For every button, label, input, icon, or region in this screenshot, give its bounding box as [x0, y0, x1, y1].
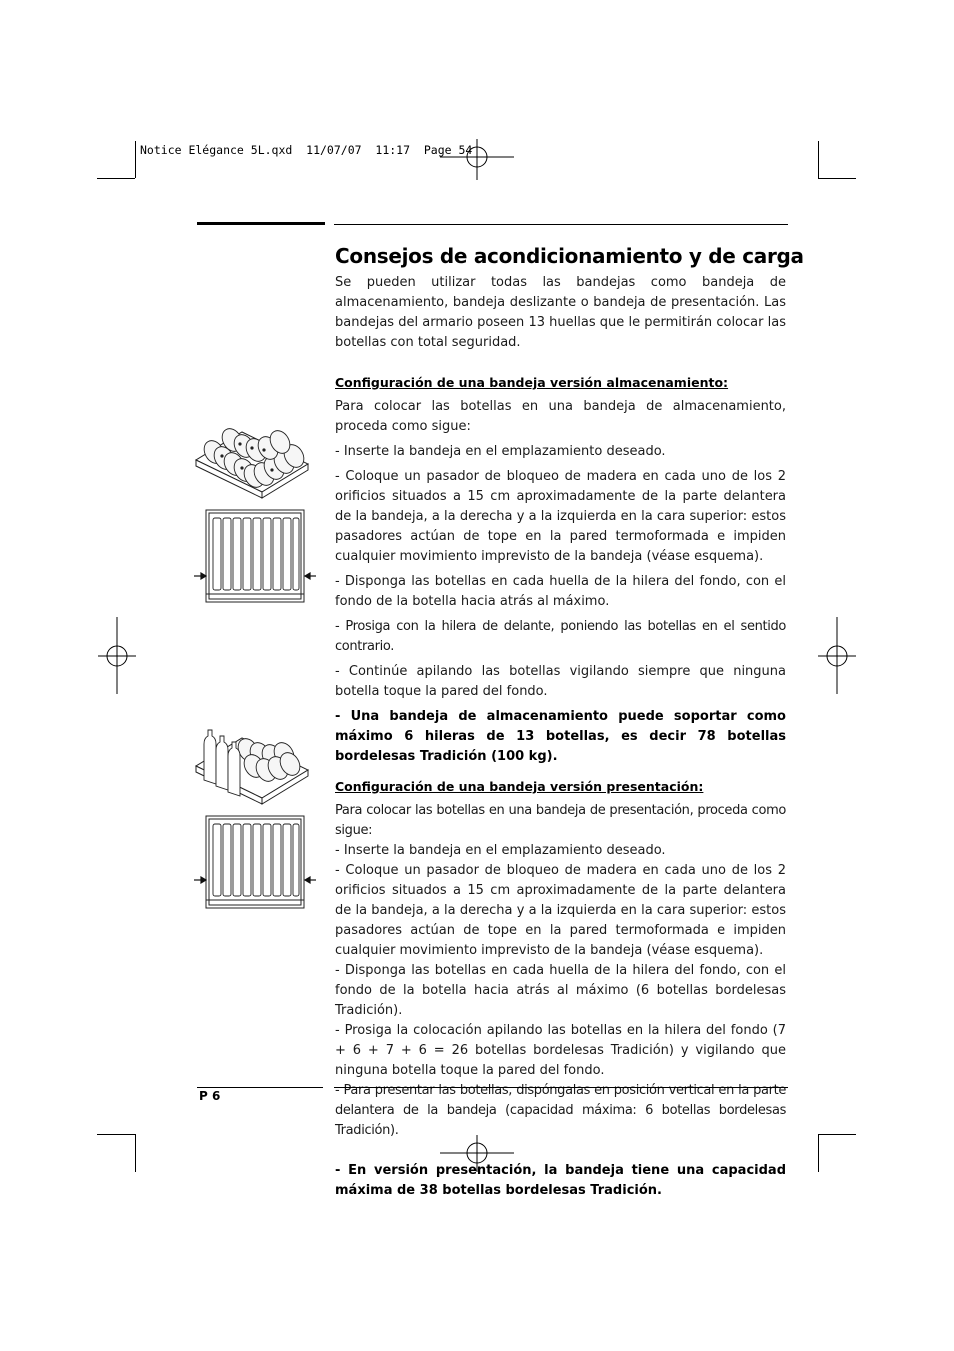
- presentation-tray-perspective-illustration: [192, 720, 312, 800]
- crop-mark-top-left-v: [135, 141, 136, 178]
- footer-rule-left: [197, 1087, 323, 1088]
- storage-heading: Configuración de una bandeja versión almacenamiento:: [335, 375, 729, 390]
- print-slug: Notice Elégance 5L.qxd 11/07/07 11:17 Page 54: [140, 143, 473, 157]
- storage-step-5: - Continúe apilando las botellas vigilando siempre que ninguna botella toque la pared del fondo.: [335, 664, 786, 699]
- presentation-lead: Para colocar las botellas en una bandeja de presentación, proceda como sigue:: [335, 803, 786, 838]
- presentation-heading: Configuración de una bandeja versión presentación:: [335, 779, 704, 794]
- presentation-tray-top-view-illustration: [190, 812, 320, 912]
- storage-step-2: - Coloque un pasador de bloqueo de madera en cada uno de los 2 orificios situados a 15 cm aproximadamente de la parte delantera de la bandeja, a la derecha y a la izquierda en la cara superior: estos pasadores actúan de tope en la pared termoformada e impiden cualquier movimiento imprevisto de la bandeja (véase esquema).: [335, 469, 786, 564]
- presentation-step-2: - Coloque un pasador de bloqueo de madera en cada uno de los 2 orificios situados a 15 cm aproximadamente de la parte delantera de la bandeja, a la derecha y a la izquierda en la cara superior: estos pasadores actúan de tope en la pared termoformada e impiden cualquier movimiento imprevisto de la bandeja (véase esquema).: [335, 863, 786, 958]
- header-rule-thin: [334, 224, 788, 225]
- presentation-capacity-note: - En versión presentación, la bandeja tiene una capacidad máxima de 38 botellas bordelesas Tradición.: [335, 1163, 786, 1198]
- crop-mark-top-right-h: [818, 178, 856, 179]
- presentation-step-4: - Prosiga la colocación apilando las botellas en la hilera del fondo (7 + 6 + 7 + 6 = 26 botellas bordelesas Tradición) y vigilando que ninguna botella toque la pared del fondo.: [335, 1023, 786, 1078]
- presentation-step-1: - Inserte la bandeja en el emplazamiento deseado.: [335, 843, 666, 858]
- storage-step-4: - Prosiga con la hilera de delante, poniendo las botellas en el sentido contrario.: [335, 619, 786, 654]
- storage-step-3: - Disponga las botellas en cada huella de la hilera del fondo, con el fondo de la botella hacia atrás al máximo.: [335, 574, 786, 609]
- crop-mark-top-left-h: [97, 178, 135, 179]
- crop-mark-bottom-right-v: [818, 1134, 819, 1172]
- footer-rule-right: [334, 1087, 788, 1088]
- crop-mark-bottom-right-h: [818, 1134, 856, 1135]
- storage-step-1: - Inserte la bandeja en el emplazamiento deseado.: [335, 444, 666, 459]
- presentation-step-5: - Para presentar las botellas, dispóngalas en posición vertical en la parte delantera de la bandeja (capacidad máxima: 6 botellas bordelesas Tradición).: [335, 1083, 786, 1138]
- crop-mark-top-right-v: [818, 141, 819, 178]
- presentation-step-3: - Disponga las botellas en cada huella de la hilera del fondo, con el fondo de la botella hacia atrás al máximo (6 botellas bordelesas Tradición).: [335, 963, 786, 1018]
- storage-tray-top-view-illustration: [190, 506, 320, 606]
- storage-lead: Para colocar las botellas en una bandeja de almacenamiento, proceda como sigue:: [335, 399, 786, 434]
- page-number: P 6: [199, 1089, 221, 1103]
- header-rule-thick: [197, 222, 325, 225]
- storage-capacity-note: - Una bandeja de almacenamiento puede soportar como máximo 6 hileras de 13 botellas, es decir 78 botellas bordelesas Tradición (100 kg).: [335, 709, 786, 764]
- intro-paragraph: Se pueden utilizar todas las bandejas como bandeja de almacenamiento, bandeja deslizante o bandeja de presentación. Las bandejas del armario poseen 13 huellas que le permitirán colocar las botellas con total seguridad.: [335, 275, 786, 350]
- storage-tray-perspective-illustration: [192, 414, 312, 494]
- crop-mark-bottom-left-v: [135, 1134, 136, 1172]
- page-title: Consejos de acondicionamiento y de carga: [335, 244, 804, 268]
- main-text-column: [335, 273, 786, 1201]
- crop-mark-bottom-left-h: [97, 1134, 135, 1135]
